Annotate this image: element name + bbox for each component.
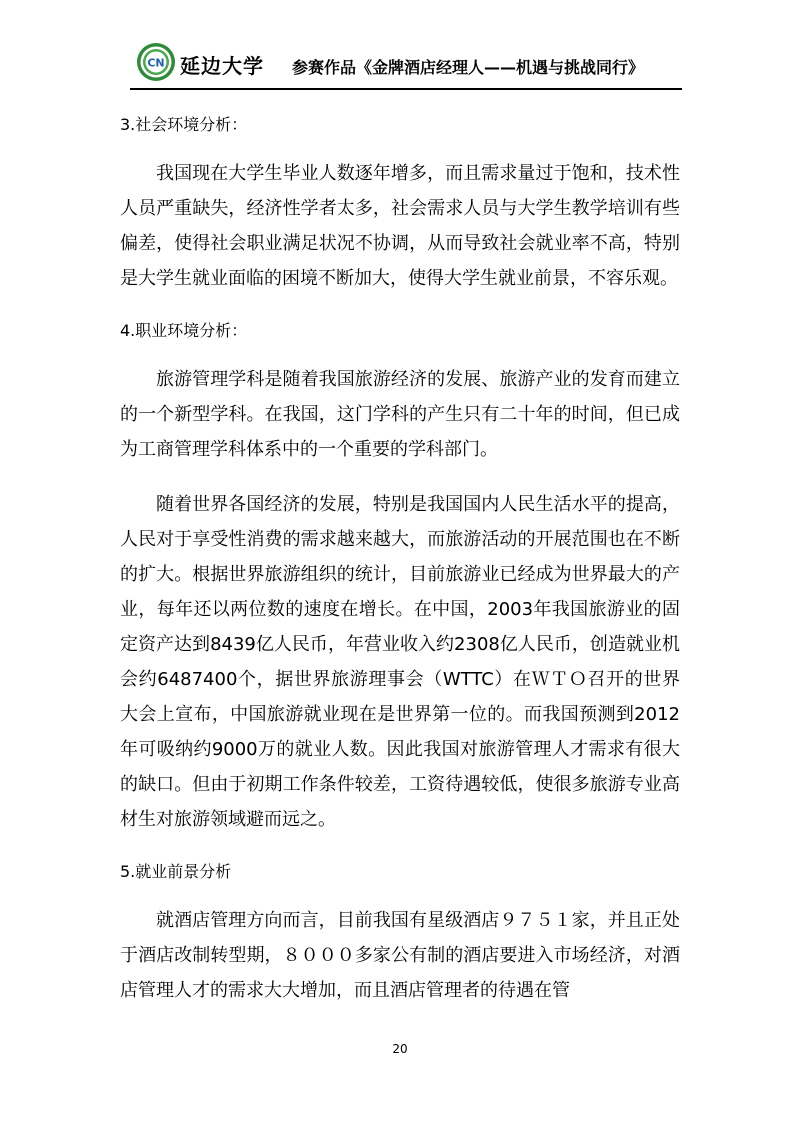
section-heading: 3.社会环境分析： — [120, 115, 248, 134]
document-body — [120, 104, 680, 1028]
section-heading: 4.职业环境分析： — [120, 321, 248, 340]
university-name: 延边大学 — [180, 54, 264, 78]
paragraph: 我国现在大学生毕业人数逐年增多，而且需求量过于饱和，技术性人员严重缺失，经济性学者太多，社会需求人员与大学生教学培训有些偏差，使得社会职业满足状况不协调，从而导致社会就业率不高，特别是大学生就业面临的困境不断加大，使得大学生就业前景，不容乐观。 — [120, 163, 680, 289]
logo-text: CN — [147, 56, 165, 70]
page-header — [130, 36, 682, 90]
university-logo-icon — [136, 42, 176, 82]
paragraph: 旅游管理学科是随着我国旅游经济的发展、旅游产业的发育而建立的一个新型学科。在我国，这门学科的产生只有二十年的时间，但已成为工商管理学科体系中的一个重要的学科部门。 — [120, 369, 680, 460]
document-title: 参赛作品《金牌酒店经理人——机遇与挑战同行》 — [292, 58, 645, 77]
section-heading: 5.就业前景分析 — [120, 862, 232, 881]
paragraph: 随着世界各国经济的发展，特别是我国国内人民生活水平的提高，人民对于享受性消费的需求越来越大，而旅游活动的开展范围也在不断的扩大。根据世界旅游组织的统计，目前旅游业已经成为世界最大的产业，每年还以两位数的速度在增长。在中国，2003年我国旅游业的固定资产达到8439亿人民币，年营业收入约2308亿人民币，创造就业机会约6487400个，据世界旅游理事会（WTTC）在ＷＴＯ召开的世界大会上宣布，中国旅游就业现在是世界第一位的。而我国预测到2012年可吸纳约9000万的就业人数。因此我国对旅游管理人才需求有很大的缺口。但由于初期工作条件较差，工资待遇较低，使很多旅游专业高材生对旅游领域避而远之。 — [120, 494, 680, 830]
paragraph: 就酒店管理方向而言，目前我国有星级酒店９７５１家，并且正处于酒店改制转型期，８０００多家公有制的酒店要进入市场经济，对酒店管理人才的需求大大增加，而且酒店管理者的待遇在管 — [120, 910, 680, 1001]
page-number: 20 — [392, 1042, 408, 1056]
